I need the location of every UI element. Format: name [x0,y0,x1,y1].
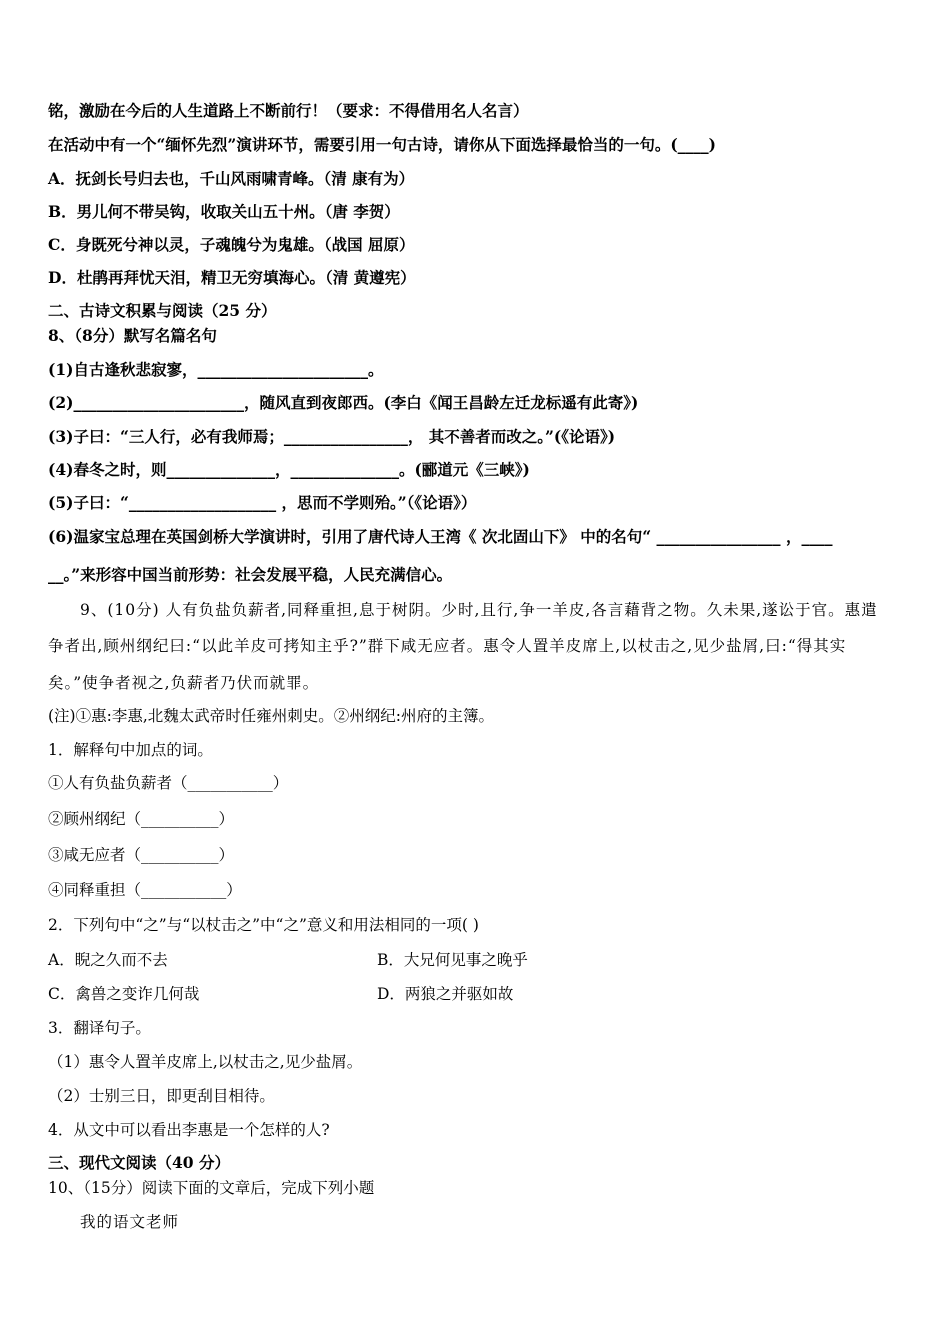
blank-4: (4)春冬之时，则______________，______________。(郦道元《三峡》) [48,460,530,479]
subquestion-2: 2．下列句中“之”与“以杖击之”中“之”意义和用法相同的一项( ) [48,916,479,934]
translate-1: （1）惠令人置羊皮席上,以杖击之,见少盐屑。 [48,1053,363,1071]
sq2-option-a: A．睨之久而不去 [48,951,168,969]
subquestion-1: 1．解释句中加点的词。 [48,741,213,759]
blank-3: (3)子曰：“三人行，必有我师焉；________________， 其不善者而改之。”(《论语》) [48,427,616,446]
annotation: (注)①惠:李惠,北魏太武帝时任雍州刺史。②州纲纪:州府的主簿。 [48,707,494,725]
sq2-option-d: D．两狼之并驱如故 [377,985,514,1003]
word-2: ②顾州纲纪（__________） [48,810,235,828]
word-4: ④同释重担（___________） [48,881,242,899]
translate-2: （2）士别三日，即更刮目相待。 [48,1087,275,1105]
article-title: 我的语文老师 [80,1213,180,1231]
sq2-option-b: B．大兄何见事之晚乎 [377,951,528,969]
blank-6: (6)温家宝总理在英国剑桥大学演讲时，引用了唐代诗人王湾《 次北固山下》 中的名句“ ________________ ，____ [48,527,833,546]
subquestion-4: 4．从文中可以看出李惠是一个怎样的人? [48,1121,330,1139]
section-2-heading: 二、古诗文积累与阅读（25 分） [48,301,277,320]
sq2-option-c: C．禽兽之变诈几何哉 [48,985,200,1003]
section-3-heading: 三、现代文阅读（40 分） [48,1153,230,1172]
blank-6-continued: __。”来形容中国当前形势：社会发展平稳，人民充满信心。 [48,565,453,584]
subquestion-3: 3．翻译句子。 [48,1019,151,1037]
blank-2: (2)______________________，随风直到夜郎西。(李白《闻王昌龄左迁龙标遥有此寄》) [48,393,639,412]
passage-line-2: 争者出,顾州纲纪曰:“以此羊皮可拷知主乎?”群下咸无应者。惠令人置羊皮席上,以杖击之,见少盐屑,曰:“得其实 [48,637,847,655]
question-8-heading: 8、（8分）默写名篇名句 [48,326,217,345]
word-1: ①人有负盐负薪者（___________） [48,774,289,792]
passage-line-3: 矣。”使争者视之,负薪者乃伏而就罪。 [48,674,320,692]
option-a: A．抚剑长号归去也，千山风雨啸青峰。（清 康有为） [48,169,415,188]
question-7-stem: 在活动中有一个“缅怀先烈”演讲环节，需要引用一句古诗，请你从下面选择最恰当的一句。(____) [48,135,717,154]
blank-1: (1)自古逢秋悲寂寥，______________________。 [48,360,384,379]
option-d: D．杜鹃再拜忧天泪，精卫无穷填海心。（清 黄遵宪） [48,268,416,287]
passage-line-1: 9、(10分) 人有负盐负薪者,同释重担,息于树阴。少时,且行,争一羊皮,各言藉背之物。久未果,遂讼于官。惠遣 [80,601,878,619]
option-c: C．身既死兮神以灵，子魂魄兮为鬼雄。（战国 屈原） [48,235,415,254]
word-3: ③咸无应者（__________） [48,846,235,864]
intro-tail: 铭，激励在今后的人生道路上不断前行！（要求：不得借用名人名言） [48,101,529,120]
option-b: B．男儿何不带吴钩，收取关山五十州。（唐 李贺） [48,202,400,221]
question-10-heading: 10、（15分）阅读下面的文章后，完成下列小题 [48,1179,375,1197]
blank-5: (5)子曰：“___________________ ，思而不学则殆。”（《论语》） [48,493,477,512]
